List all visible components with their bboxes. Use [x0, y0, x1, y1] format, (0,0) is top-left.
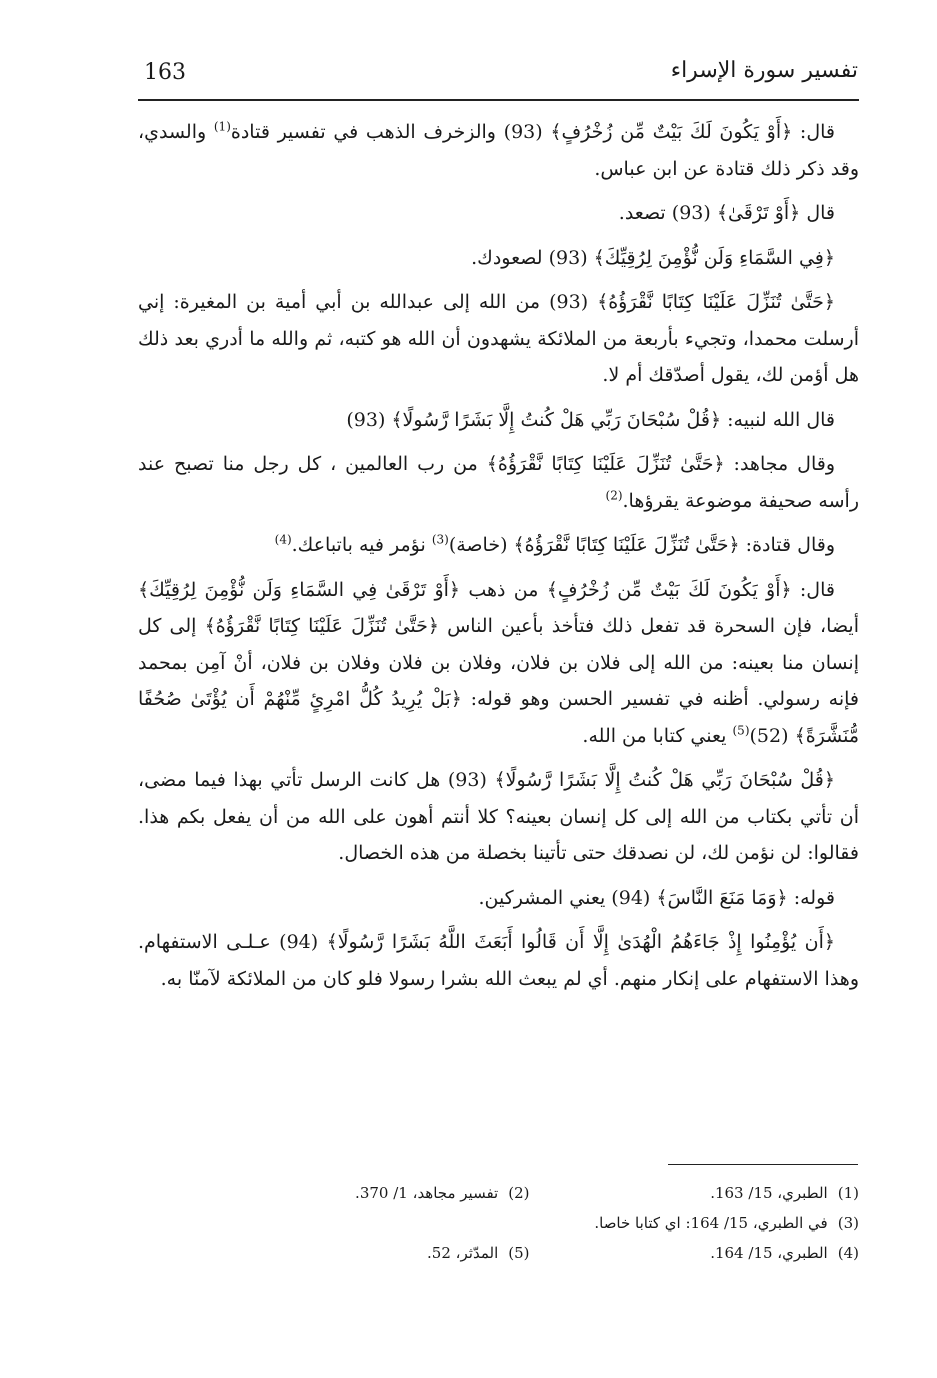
paragraph	[138, 240, 859, 277]
text-span: (94) عـلـى الاستفهام. وهذا الاستفهام على إنكار منهم. أي لم يبعث الله بشرا رسولا فلو كان من الملائكة لآمنّا به.	[138, 931, 859, 990]
quran-quote: ﴿قُلْ سُبْحَانَ رَبِّي هَلْ كُنتُ إِلَّا بَشَرًا رَّسُولًا﴾	[391, 408, 722, 431]
footnote-number: (3)	[837, 1214, 859, 1232]
footnote-number: (5)	[508, 1244, 530, 1262]
footnote-rule	[668, 1164, 858, 1165]
footnote	[530, 1178, 860, 1208]
quran-quote: ﴿قُلْ سُبْحَانَ رَبِّي هَلْ كُنتُ إِلَّا بَشَرًا رَّسُولًا﴾	[494, 769, 836, 791]
footnote-ref: (2)	[605, 488, 623, 503]
text-span: يعني كتابا من الله.	[582, 724, 733, 747]
footnote-row	[200, 1178, 859, 1208]
footnote	[529, 1208, 859, 1238]
running-title: تفسير سورة الإسراء	[670, 58, 858, 83]
paragraph	[138, 114, 859, 187]
quran-quote: ﴿أَوْ يَكُونَ لَكَ بَيْتٌ مِّن زُخْرُفٍ﴾	[550, 121, 793, 143]
text-span: من رب العالمين ، كل رجل منا تصبح عند رأسه صحيفة موضوعة يقرؤها.	[138, 453, 859, 512]
footnote-ref: (1)	[213, 119, 231, 134]
paragraph	[138, 924, 859, 997]
text-span: (93) من الله إلى عبدالله بن أبي أمية بن المغيرة: إني أرسلت محمدا، وتجيء بأربعة من الملائكة يشهدون أن الله هو كتبه، ثم والله ما أدري بعد ذلك هل أؤمن لك، يقول أصدّقك أم لا.	[138, 291, 859, 386]
text-span: (93) هل كانت الرسل تأتي بهذا فيما مضى، أن تأتي بكتاب من الله إلى كل إنسان بعينه؟ كلا أنتم أهون على الله من أن يفعل بكم هذا. فقالوا: لن نؤمن لك، لن نصدقك حتى تأتينا بخصلة من هذه الخصال.	[138, 769, 859, 864]
quran-quote: ﴿حَتَّىٰ تُنَزِّلَ عَلَيْنَا كِتَابًا نَّقْرَؤُهُ﴾	[204, 615, 439, 637]
footnote-number: (4)	[837, 1244, 859, 1262]
paragraph	[138, 284, 859, 394]
text-span: (93) والزخرف الذهب في تفسير قتادة	[230, 121, 551, 143]
paragraph	[138, 762, 859, 872]
footnote-text: المدّثر، 52.	[427, 1244, 499, 1262]
text-span: وقال قتادة:	[739, 534, 835, 556]
footnote-text: تفسير مجاهد، 1/ 370.	[355, 1184, 499, 1202]
paragraph	[138, 880, 859, 917]
footnote	[200, 1178, 530, 1208]
footnote-text: في الطبري، 15/ 164: اي كتابا خاصا.	[594, 1214, 828, 1232]
page-number: 163	[144, 60, 186, 85]
footnote-number: (1)	[837, 1184, 859, 1202]
header-rule	[138, 99, 859, 101]
quran-quote: ﴿فِي السَّمَاءِ وَلَن نُّؤْمِنَ لِرُقِيِّكَ﴾	[593, 246, 835, 269]
quran-quote: ﴿أَوْ تَرْقَىٰ فِي السَّمَاءِ وَلَن نُّؤْمِنَ لِرُقِيِّكَ﴾	[138, 578, 461, 601]
paragraph	[138, 572, 859, 755]
text-span: (93) لصعودك.	[471, 246, 594, 269]
footnote	[200, 1238, 530, 1268]
text-span: إلى كل إنسان منا بعينه: من الله إلى فلان بن فلان، وفلان بن فلان وفلان بن فلان، أنْ آمِن بمحمد فإنه رسولي. أظنه في تفسير الحسن وهو قوله:	[138, 615, 860, 710]
text-span: (93)	[346, 408, 392, 431]
text-span: (خاصة)	[448, 534, 514, 556]
quran-quote: ﴿بَلْ يُرِيدُ كُلُّ امْرِئٍ مِّنْهُمْ أَن يُؤْتَىٰ صُحُفًا مُّنَشَّرَةً﴾	[138, 688, 859, 747]
footnote-text: الطبري، 15/ 163.	[710, 1184, 828, 1202]
text-span: (94) يعني المشركين.	[478, 886, 657, 909]
text-span: والسدي، وقد ذكر ذلك قتادة عن ابن عباس.	[138, 121, 859, 180]
page-header	[138, 58, 858, 98]
quran-quote: ﴿حَتَّىٰ تُنَزِّلَ عَلَيْنَا كِتَابًا نَّقْرَؤُهُ﴾	[486, 453, 725, 475]
quran-quote: ﴿حَتَّىٰ تُنَزِّلَ عَلَيْنَا كِتَابًا نَّقْرَؤُهُ﴾	[513, 534, 740, 556]
footnote-ref: (5)	[732, 723, 750, 738]
text-span: نؤمر فيه باتباعك.	[291, 534, 432, 556]
text-span: من ذهب	[460, 578, 547, 601]
text-span: (93) تصعد.	[618, 202, 717, 224]
text-span: قال:	[791, 578, 835, 601]
footnote-ref: (3)	[431, 532, 449, 547]
paragraph	[138, 195, 859, 232]
body-text	[138, 114, 859, 1005]
footnote-number: (2)	[508, 1184, 530, 1202]
quran-quote: ﴿أَن يُؤْمِنُوا إِذْ جَاءَهُمُ الْهُدَىٰ إِلَّا أَن قَالُوا أَبَعَثَ اللَّهُ بَشَرًا رَّسُولًا﴾	[326, 931, 835, 953]
footnotes	[200, 1178, 859, 1268]
text-span: (52)	[749, 724, 795, 747]
footnote	[530, 1238, 860, 1268]
text-span: قال	[800, 202, 835, 224]
text-span: قال:	[792, 121, 835, 143]
footnote-ref: (4)	[274, 532, 292, 547]
footnote-row	[200, 1238, 859, 1268]
text-span: وقال مجاهد:	[724, 453, 836, 475]
quran-quote: ﴿حَتَّىٰ تُنَزِّلَ عَلَيْنَا كِتَابًا نَّقْرَؤُهُ﴾	[597, 291, 835, 313]
quran-quote: ﴿أَوْ يَكُونَ لَكَ بَيْتٌ مِّن زُخْرُفٍ﴾	[546, 578, 792, 601]
paragraph	[138, 527, 859, 564]
paragraph	[138, 446, 859, 519]
text-span: أيضا، فإن السحرة قد تفعل ذلك فتأخذ بأعين الناس	[438, 615, 860, 637]
text-span: قال الله لنبيه:	[721, 408, 835, 431]
paragraph	[138, 402, 859, 439]
footnote-text: الطبري، 15/ 164.	[710, 1244, 828, 1262]
text-span: قوله:	[787, 886, 835, 909]
footnote-row	[200, 1208, 859, 1238]
quran-quote: ﴿وَمَا مَنَعَ النَّاسَ﴾	[656, 886, 788, 909]
quran-quote: ﴿أَوْ تَرْقَىٰ﴾	[716, 202, 801, 224]
